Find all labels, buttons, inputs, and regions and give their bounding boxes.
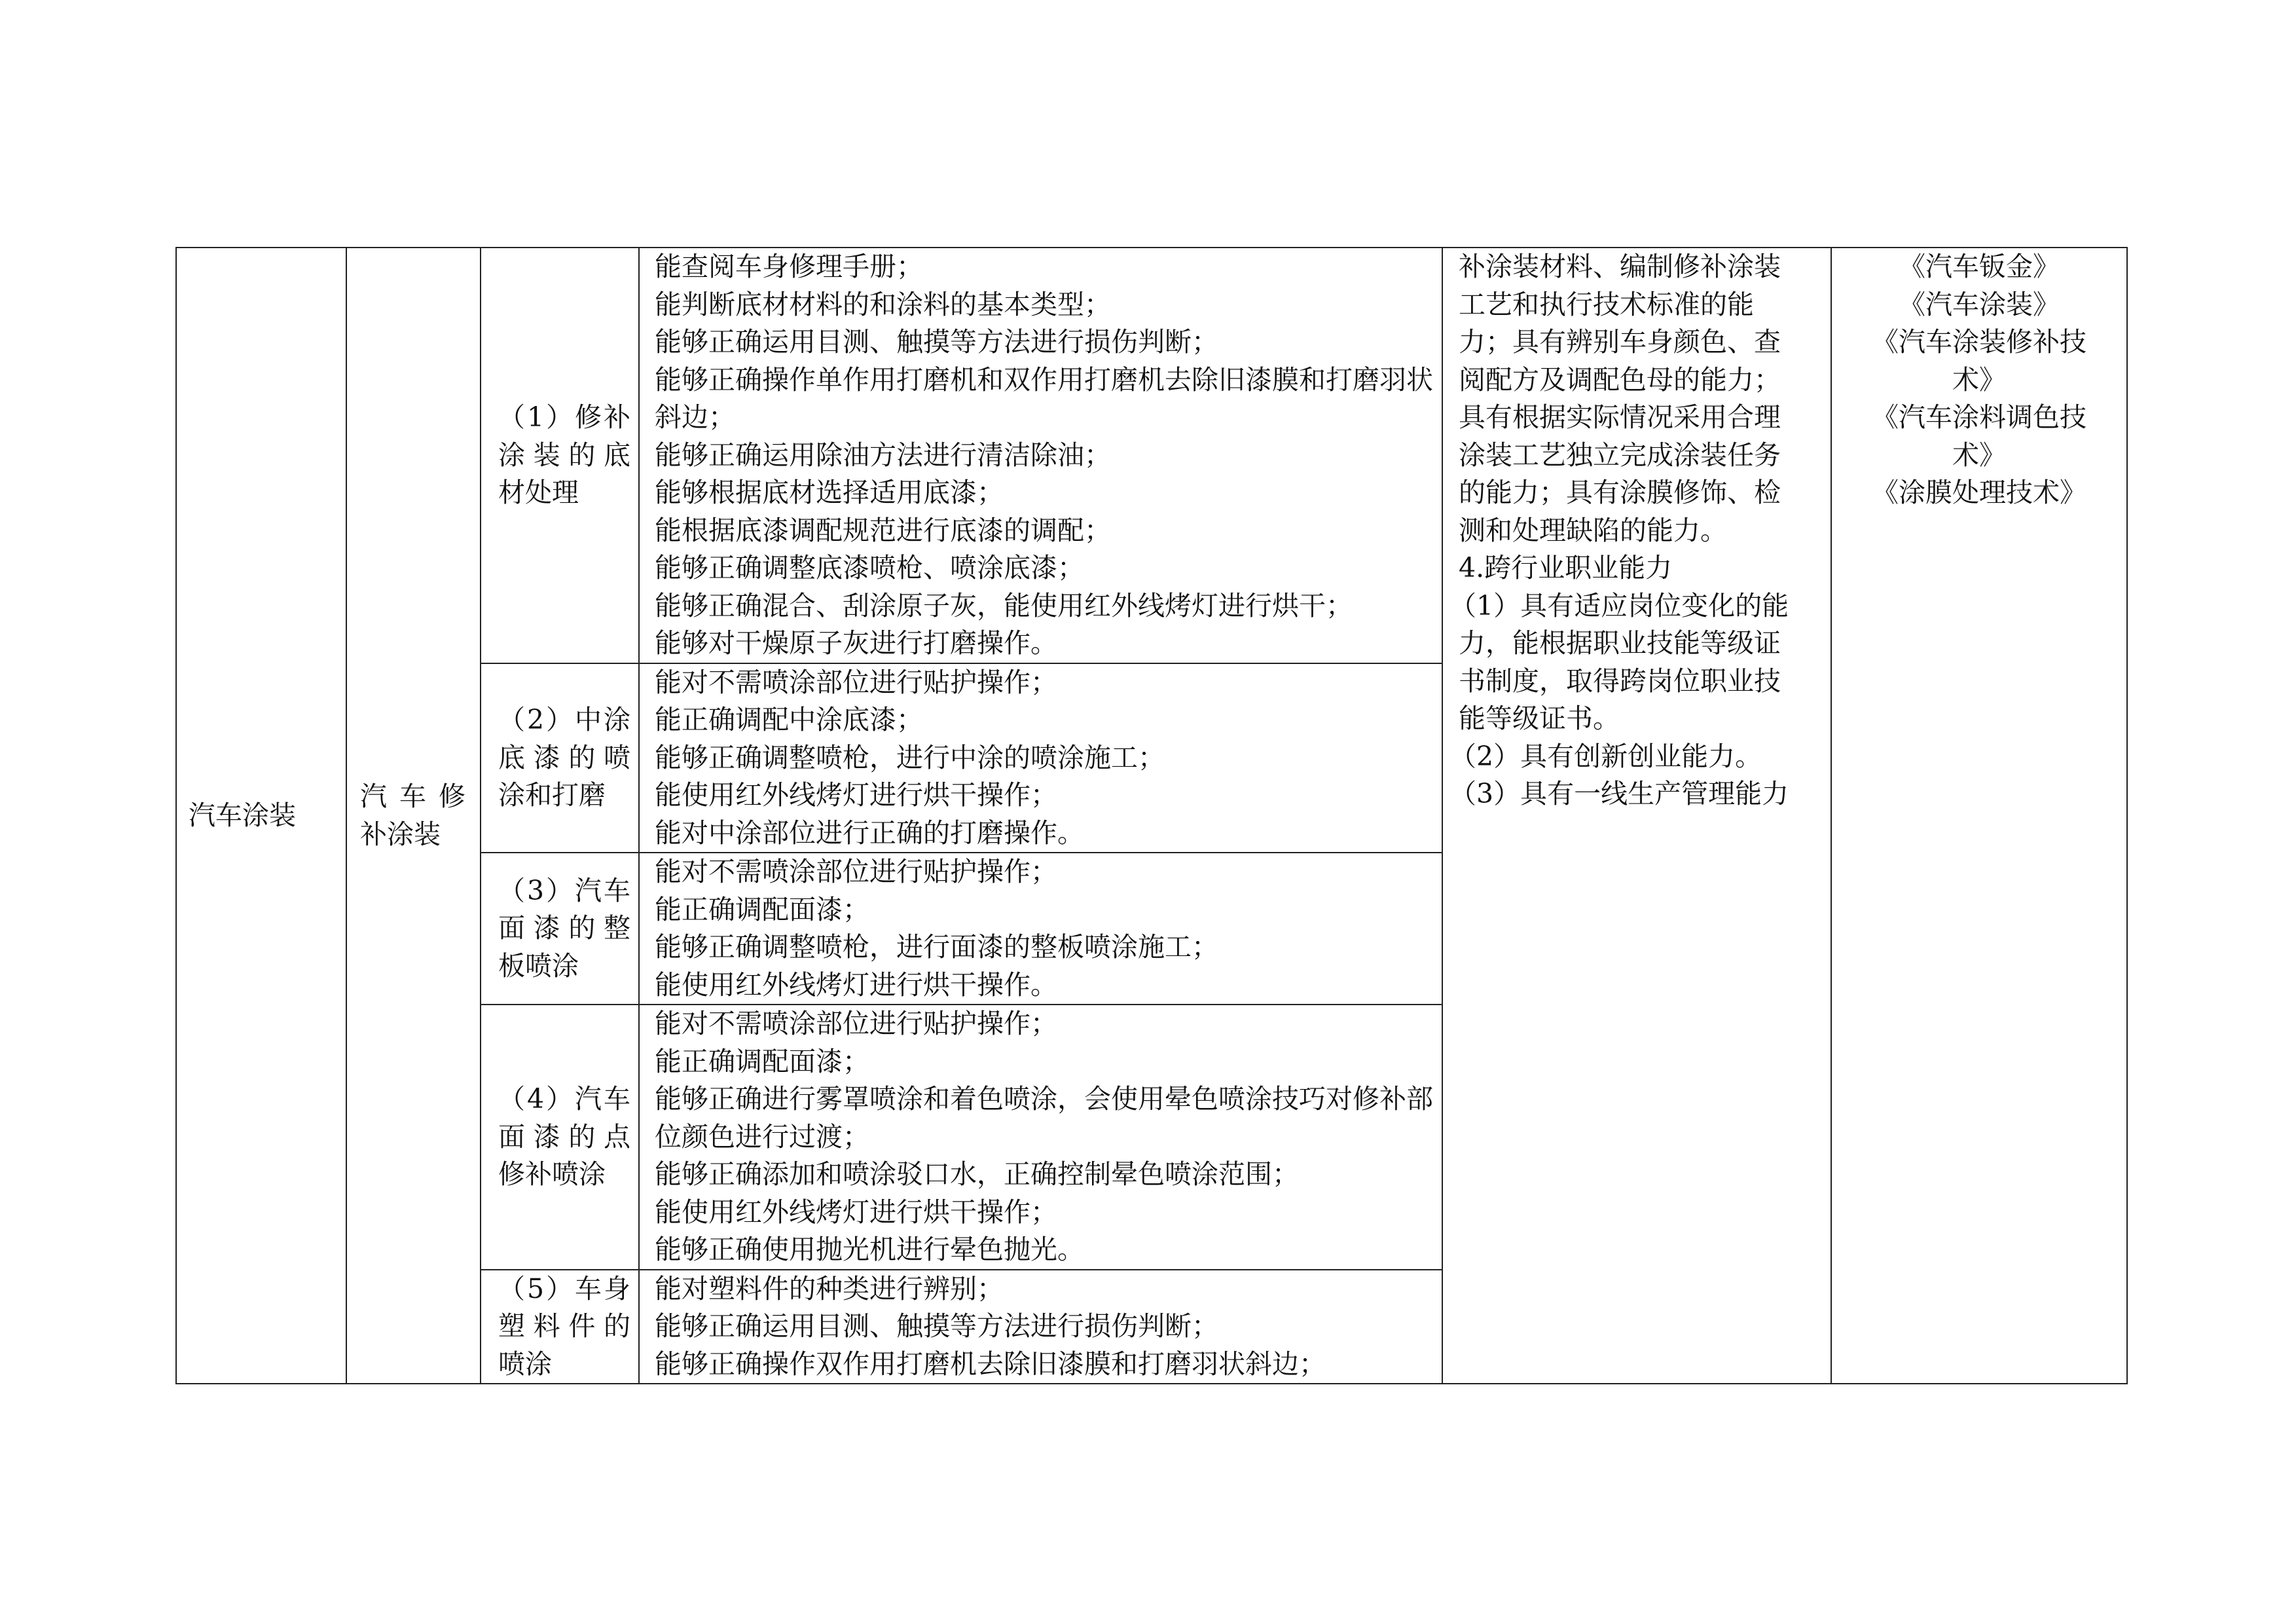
ability-line: （2）具有创新创业能力。 bbox=[1449, 740, 1762, 772]
ability-line: 补涂装材料、编制修补涂装 bbox=[1459, 251, 1781, 282]
ability-line: 阅配方及调配色母的能力； bbox=[1459, 363, 1781, 396]
skill-item: 能够正确调整喷枪，进行中涂的喷涂施工； bbox=[655, 741, 1165, 773]
ability-line: 涂装工艺独立完成涂装任务 bbox=[1459, 439, 1781, 471]
skill-item: 能根据底漆调配规范进行底漆的调配； bbox=[655, 514, 1111, 546]
skills-cell bbox=[639, 248, 1442, 663]
module-name-cell bbox=[346, 248, 481, 1384]
textbook-line: 《汽车涂装修补技 bbox=[1872, 326, 2086, 358]
ability-line: （1）具有适应岗位变化的能 bbox=[1449, 589, 1789, 621]
skill-item: 能够正确运用目测、触摸等方法进行损伤判断； bbox=[655, 1310, 1218, 1342]
skills-cell bbox=[639, 1005, 1442, 1270]
subtask-cell bbox=[481, 853, 639, 1005]
subtask-cell bbox=[481, 1270, 639, 1384]
textbook-line: 术》 bbox=[1952, 363, 2006, 396]
skill-item: 能使用红外线烤灯进行烘干操作； bbox=[655, 1196, 1057, 1228]
skill-item: 能正确调配中涂底漆； bbox=[655, 704, 923, 735]
skill-item: 能够正确调整喷枪，进行面漆的整板喷涂施工； bbox=[655, 931, 1218, 963]
subtask-cell bbox=[481, 1005, 639, 1270]
table-row bbox=[176, 248, 2127, 663]
skill-item: 能对不需喷涂部位进行贴护操作； bbox=[655, 1008, 1057, 1039]
textbook-line: 《汽车涂料调色技 bbox=[1872, 401, 2086, 433]
skill-item: 能正确调配面漆； bbox=[655, 1045, 869, 1077]
module-name: 汽车修补涂装 bbox=[360, 781, 465, 850]
textbook-line: 术》 bbox=[1952, 439, 2006, 471]
ability-line: 书制度，取得跨岗位职业技 bbox=[1459, 665, 1781, 697]
skill-item: 能正确调配面漆； bbox=[655, 893, 869, 925]
skills-cell bbox=[639, 1270, 1442, 1384]
skill-item: 能使用红外线烤灯进行烘干操作。 bbox=[655, 969, 1057, 1001]
ability-line: 的能力；具有涂膜修饰、检 bbox=[1459, 477, 1781, 508]
ability-cell bbox=[1442, 248, 1831, 1384]
ability-line: 具有根据实际情况采用合理 bbox=[1459, 401, 1781, 433]
textbooks-cell bbox=[1831, 248, 2127, 1384]
skill-item: 能够正确使用抛光机进行晕色抛光。 bbox=[655, 1234, 1084, 1265]
skill-item: 能够正确进行雾罩喷涂和着色喷涂，会使用晕色喷涂技巧对修补部位颜色进行过渡； bbox=[655, 1083, 1433, 1153]
skill-item: 能对塑料件的种类进行辨别； bbox=[655, 1272, 1004, 1304]
subtask-cell bbox=[481, 663, 639, 853]
course-name-cell bbox=[176, 248, 346, 1384]
skill-item: 能判断底材材料的和涂料的基本类型； bbox=[655, 288, 1111, 320]
skills-cell bbox=[639, 853, 1442, 1005]
skill-item: 能够正确操作双作用打磨机去除旧漆膜和打磨羽状斜边； bbox=[655, 1348, 1326, 1380]
skill-item: 能对不需喷涂部位进行贴护操作； bbox=[655, 856, 1057, 887]
skill-item: 能够正确操作单作用打磨机和双作用打磨机去除旧漆膜和打磨羽状斜边； bbox=[655, 363, 1433, 433]
skill-item: 能使用红外线烤灯进行烘干操作； bbox=[655, 779, 1057, 811]
ability-line: 力；具有辨别车身颜色、查 bbox=[1459, 326, 1781, 358]
ability-line: 力，能根据职业技能等级证 bbox=[1459, 627, 1781, 659]
skills-cell bbox=[639, 663, 1442, 853]
skill-item: 能够正确添加和喷涂驳口水，正确控制晕色喷涂范围； bbox=[655, 1158, 1299, 1190]
ability-line: 测和处理缺陷的能力。 bbox=[1459, 514, 1727, 546]
subtask-name: （3）汽车面漆的整板喷涂 bbox=[498, 874, 630, 982]
skill-item: 能够对干燥原子灰进行打磨操作。 bbox=[655, 627, 1057, 659]
skill-item: 能够正确运用目测、触摸等方法进行损伤判断； bbox=[655, 326, 1218, 358]
skill-item: 能对中涂部位进行正确的打磨操作。 bbox=[655, 817, 1084, 849]
ability-line: 工艺和执行技术标准的能 bbox=[1459, 288, 1754, 320]
subtask-name: （4）汽车面漆的点修补喷涂 bbox=[498, 1083, 630, 1190]
ability-line: （3）具有一线生产管理能力 bbox=[1449, 778, 1789, 809]
skill-item: 能够根据底材选择适用底漆； bbox=[655, 477, 1004, 508]
textbook-line: 《涂膜处理技术》 bbox=[1872, 477, 2086, 508]
course-name: 汽车涂装 bbox=[189, 799, 296, 831]
subtask-cell bbox=[481, 248, 639, 663]
skill-item: 能够正确调整底漆喷枪、喷涂底漆； bbox=[655, 552, 1084, 583]
subtask-name: （2）中涂底漆的喷涂和打磨 bbox=[498, 704, 630, 811]
textbook-line: 《汽车涂装》 bbox=[1899, 288, 2060, 320]
textbook-line: 《汽车钣金》 bbox=[1899, 251, 2060, 282]
subtask-name: （1）修补涂装的底材处理 bbox=[498, 401, 630, 508]
subtask-name: （5）车身塑料件的喷涂 bbox=[498, 1272, 630, 1380]
ability-line: 能等级证书。 bbox=[1459, 703, 1620, 734]
skill-item: 能够正确混合、刮涂原子灰，能使用红外线烤灯进行烘干； bbox=[655, 589, 1353, 621]
curriculum-table bbox=[175, 247, 2128, 1384]
skill-item: 能够正确运用除油方法进行清洁除油； bbox=[655, 439, 1111, 471]
skill-item: 能对不需喷涂部位进行贴护操作； bbox=[655, 666, 1057, 698]
ability-line: 4.跨行业职业能力 bbox=[1459, 552, 1673, 583]
skill-item: 能查阅车身修理手册； bbox=[655, 251, 923, 282]
